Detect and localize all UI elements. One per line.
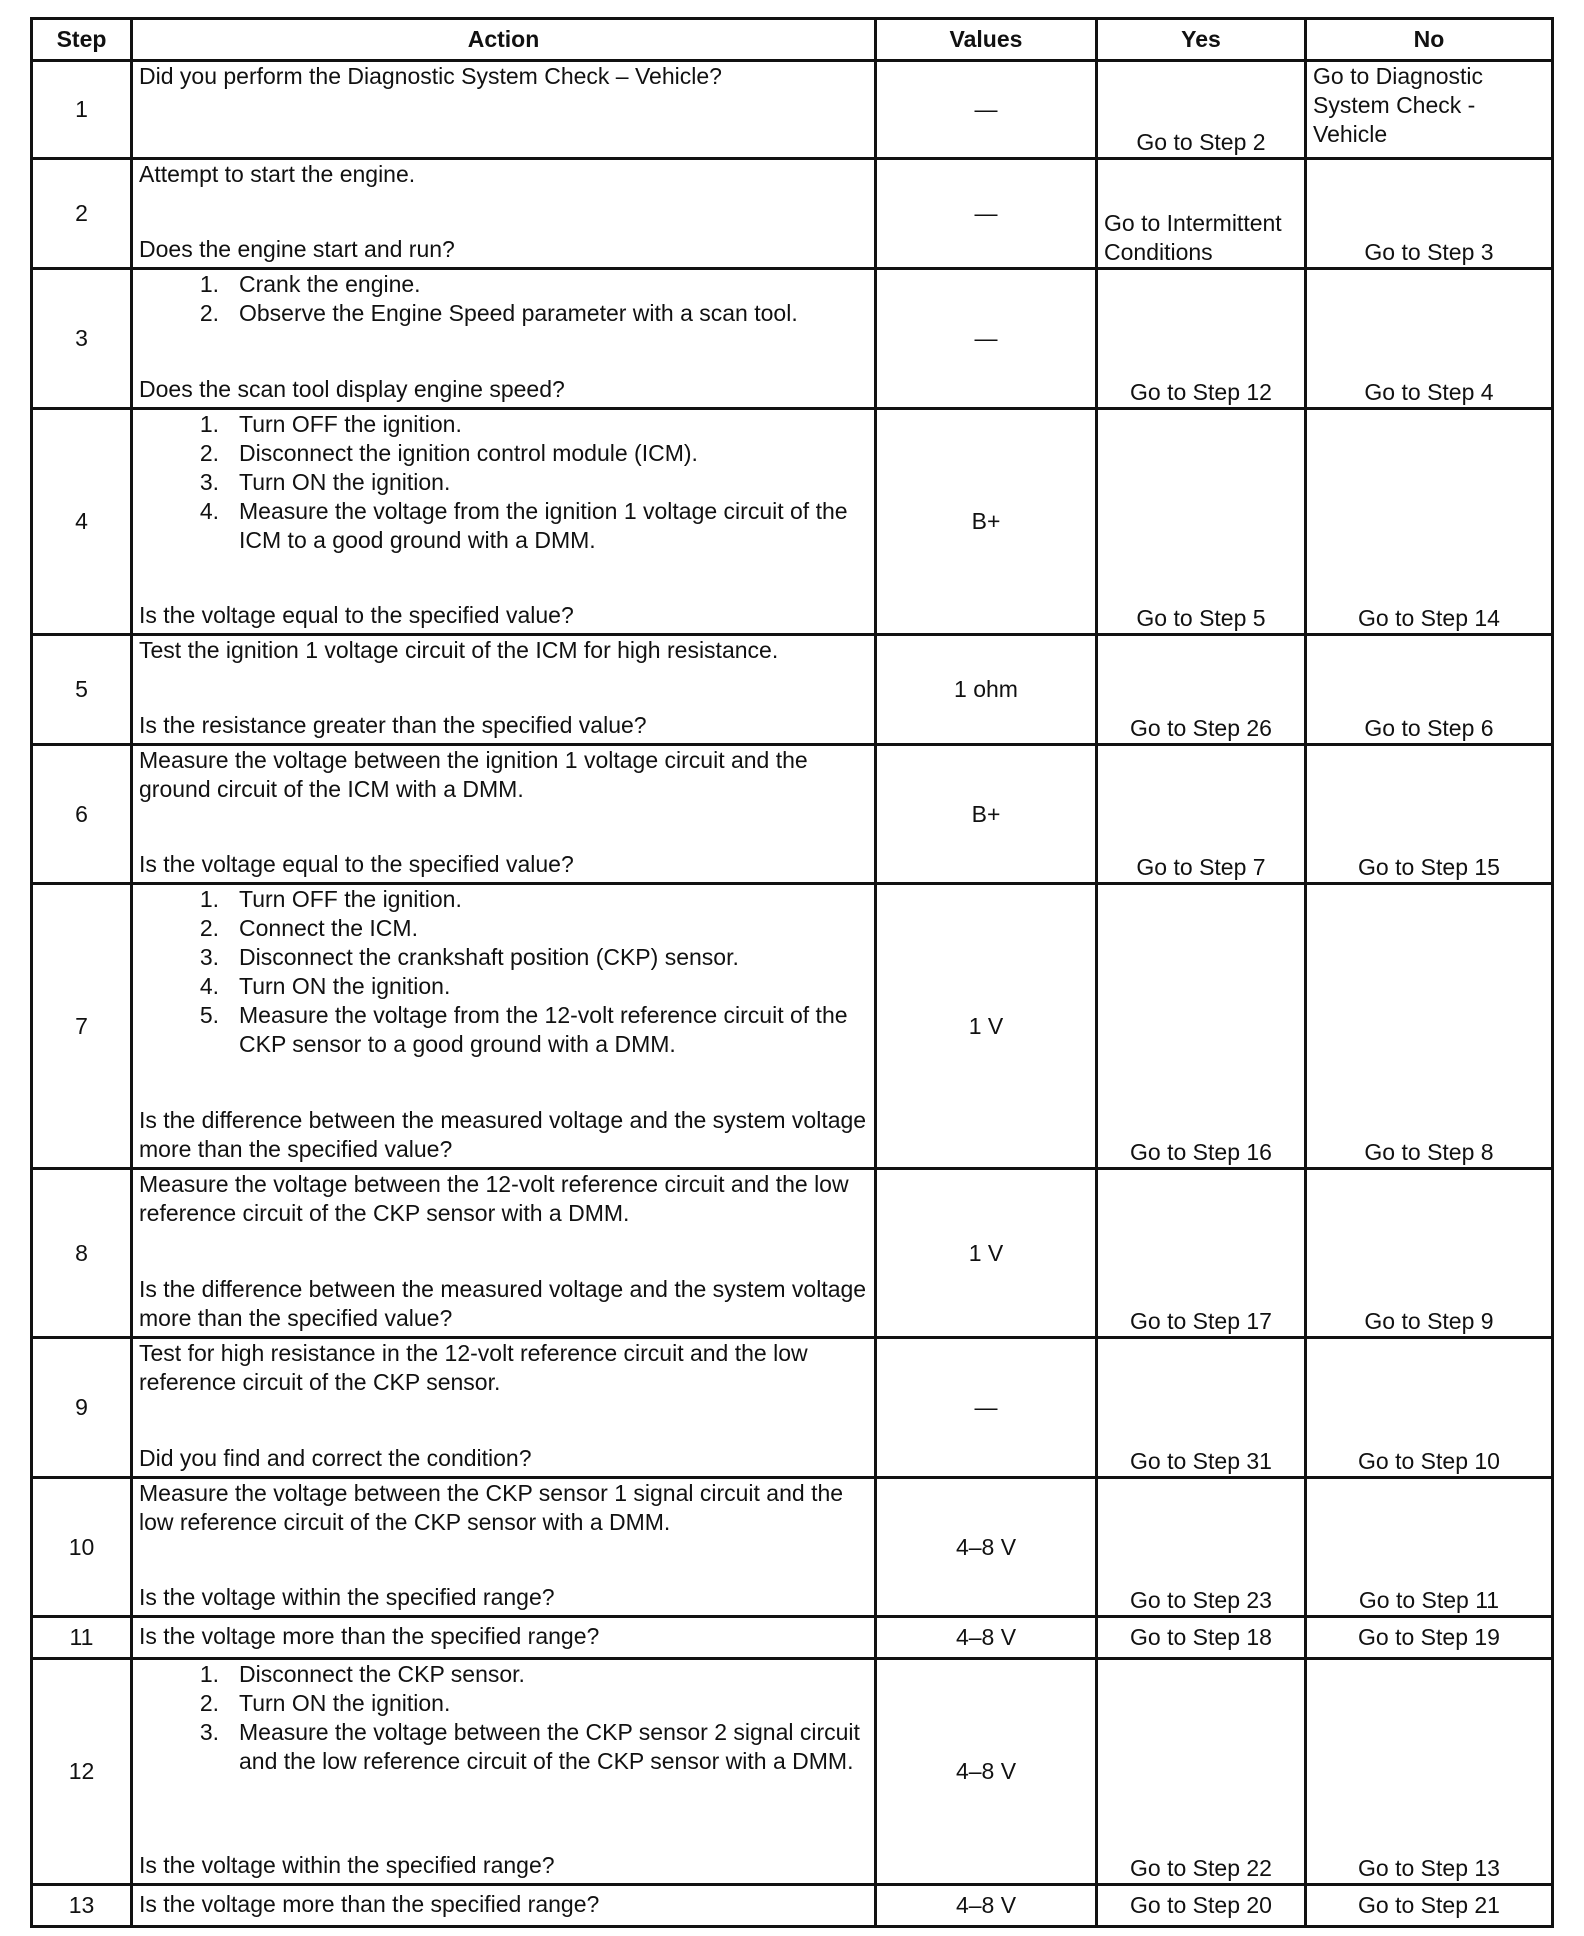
no-action: Go to Diagnostic System Check - Vehicle: [1306, 61, 1553, 159]
header-action: Action: [132, 19, 876, 61]
action-cell: [132, 269, 876, 409]
table-row: [32, 1169, 1553, 1338]
value-cell: 1 V: [876, 884, 1097, 1169]
step-number: 9: [32, 1338, 132, 1478]
no-action: Go to Step 10: [1306, 1338, 1553, 1478]
list-item-number: 5.: [199, 1002, 219, 1028]
list-item-number: 3.: [199, 1719, 219, 1745]
yes-action: Go to Step 31: [1097, 1338, 1306, 1478]
list-item-text: Observe the Engine Speed parameter with a scan tool.: [239, 300, 798, 326]
action-cell: [132, 159, 876, 269]
list-item-number: 2.: [199, 440, 219, 466]
table-row: [32, 1617, 1553, 1659]
table-row: [32, 745, 1553, 884]
action-intro: Measure the voltage between the 12-volt reference circuit and the low reference circuit of the CKP sensor with a DMM.: [139, 1171, 849, 1226]
value-cell: —: [876, 269, 1097, 409]
value-cell: B+: [876, 745, 1097, 884]
spacer: [139, 1776, 868, 1851]
list-item: [139, 497, 868, 555]
action-cell: [132, 1338, 876, 1478]
action-cell: [132, 884, 876, 1169]
list-item-number: 2.: [199, 1690, 219, 1716]
action-cell: [132, 1617, 876, 1659]
list-item-number: 2.: [199, 300, 219, 326]
header-step: Step: [32, 19, 132, 61]
list-item: [139, 270, 868, 299]
list-item: [139, 468, 868, 497]
yes-action: Go to Step 20: [1097, 1885, 1306, 1927]
list-item: [139, 1660, 868, 1689]
table-row: [32, 1338, 1553, 1478]
action-question: Is the difference between the measured voltage and the system voltage more than the specified value?: [139, 1276, 867, 1331]
list-item-text: Connect the ICM.: [239, 915, 418, 941]
action-intro: Measure the voltage between the CKP sensor 1 signal circuit and the low reference circuit of the CKP sensor with a DMM.: [139, 1480, 844, 1535]
value-cell: 1 ohm: [876, 635, 1097, 745]
value-cell: —: [876, 61, 1097, 159]
spacer: [139, 804, 868, 850]
list-item-number: 3.: [199, 944, 219, 970]
list-item: [139, 972, 868, 1001]
no-action: Go to Step 11: [1306, 1478, 1553, 1617]
table-row: [32, 409, 1553, 635]
no-action: Go to Step 9: [1306, 1169, 1553, 1338]
yes-action: Go to Step 7: [1097, 745, 1306, 884]
list-item-text: Turn ON the ignition.: [239, 973, 451, 999]
action-question: Is the voltage within the specified range?: [139, 1584, 555, 1610]
list-item-number: 2.: [199, 915, 219, 941]
procedure-list: [139, 1660, 868, 1776]
list-item-number: 4.: [199, 498, 219, 524]
no-action: Go to Step 21: [1306, 1885, 1553, 1927]
action-question: Is the voltage within the specified range?: [139, 1852, 555, 1878]
action-question: Is the difference between the measured voltage and the system voltage more than the specified value?: [139, 1107, 867, 1162]
step-number: 1: [32, 61, 132, 159]
action-question: Is the voltage more than the specified range?: [139, 1890, 600, 1917]
action-question: Does the scan tool display engine speed?: [139, 376, 565, 402]
list-item-text: Turn OFF the ignition.: [239, 411, 462, 437]
step-number: 3: [32, 269, 132, 409]
yes-action: Go to Step 18: [1097, 1617, 1306, 1659]
list-item-text: Crank the engine.: [239, 271, 421, 297]
step-number: 10: [32, 1478, 132, 1617]
list-item: [139, 943, 868, 972]
table-row: [32, 1885, 1553, 1927]
step-number: 6: [32, 745, 132, 884]
list-item-text: Turn ON the ignition.: [239, 469, 451, 495]
header-row: [32, 19, 1553, 61]
value-cell: 4–8 V: [876, 1659, 1097, 1885]
spacer: [139, 665, 868, 711]
value-cell: —: [876, 159, 1097, 269]
step-number: 2: [32, 159, 132, 269]
action-cell: [132, 1169, 876, 1338]
table-row: [32, 61, 1553, 159]
no-action: Go to Step 15: [1306, 745, 1553, 884]
list-item-text: Disconnect the CKP sensor.: [239, 1661, 525, 1687]
table-row: [32, 159, 1553, 269]
no-action: Go to Step 14: [1306, 409, 1553, 635]
list-item: [139, 439, 868, 468]
procedure-list: [139, 410, 868, 555]
spacer: [139, 555, 868, 601]
list-item-number: 1.: [199, 886, 219, 912]
list-item-text: Disconnect the ignition control module (ICM).: [239, 440, 698, 466]
spacer: [139, 1537, 868, 1583]
list-item-text: Measure the voltage between the CKP sensor 2 signal circuit and the low reference circuit of the CKP sensor with a DMM.: [239, 1719, 860, 1774]
spacer: [139, 1059, 868, 1106]
list-item: [139, 299, 868, 328]
list-item-number: 1.: [199, 411, 219, 437]
header-no: No: [1306, 19, 1553, 61]
value-cell: 4–8 V: [876, 1617, 1097, 1659]
list-item-number: 1.: [199, 1661, 219, 1687]
action-intro: Test the ignition 1 voltage circuit of the ICM for high resistance.: [139, 637, 779, 663]
step-number: 11: [32, 1617, 132, 1659]
no-action: Go to Step 13: [1306, 1659, 1553, 1885]
action-cell: [132, 1478, 876, 1617]
table-row: [32, 884, 1553, 1169]
action-question: Is the voltage equal to the specified value?: [139, 851, 574, 877]
procedure-list: [139, 270, 868, 328]
value-cell: 4–8 V: [876, 1478, 1097, 1617]
action-question: Does the engine start and run?: [139, 236, 455, 262]
yes-action: Go to Step 22: [1097, 1659, 1306, 1885]
list-item-text: Turn OFF the ignition.: [239, 886, 462, 912]
no-action: Go to Step 6: [1306, 635, 1553, 745]
step-number: 7: [32, 884, 132, 1169]
table-row: [32, 1659, 1553, 1885]
yes-action: Go to Step 16: [1097, 884, 1306, 1169]
yes-action: Go to Step 2: [1097, 61, 1306, 159]
yes-action: Go to Intermittent Conditions: [1097, 159, 1306, 269]
action-question: Is the voltage more than the specified range?: [139, 1622, 600, 1649]
header-values: Values: [876, 19, 1097, 61]
list-item-text: Disconnect the crankshaft position (CKP) sensor.: [239, 944, 739, 970]
action-intro: Measure the voltage between the ignition 1 voltage circuit and the ground circuit of the ICM with a DMM.: [139, 747, 808, 802]
action-cell: [132, 635, 876, 745]
yes-action: Go to Step 17: [1097, 1169, 1306, 1338]
table-row: [32, 269, 1553, 409]
list-item: [139, 1718, 868, 1776]
action-cell: [132, 61, 876, 159]
no-action: Go to Step 4: [1306, 269, 1553, 409]
list-item-number: 4.: [199, 973, 219, 999]
action-intro: Attempt to start the engine.: [139, 161, 416, 187]
step-number: 12: [32, 1659, 132, 1885]
yes-action: Go to Step 26: [1097, 635, 1306, 745]
step-number: 5: [32, 635, 132, 745]
step-number: 4: [32, 409, 132, 635]
list-item: [139, 1689, 868, 1718]
action-intro: Test for high resistance in the 12-volt reference circuit and the low reference circuit of the CKP sensor.: [139, 1340, 808, 1395]
table-row: [32, 1478, 1553, 1617]
action-cell: [132, 1885, 876, 1927]
spacer: [139, 1397, 868, 1444]
list-item-text: Turn ON the ignition.: [239, 1690, 451, 1716]
list-item-text: Measure the voltage from the ignition 1 voltage circuit of the ICM to a good ground with a DMM.: [239, 498, 848, 553]
value-cell: B+: [876, 409, 1097, 635]
action-intro: Did you perform the Diagnostic System Check – Vehicle?: [139, 63, 722, 89]
spacer: [139, 189, 868, 235]
action-cell: [132, 745, 876, 884]
value-cell: 4–8 V: [876, 1885, 1097, 1927]
list-item-number: 1.: [199, 271, 219, 297]
spacer: [139, 1228, 868, 1275]
list-item: [139, 1001, 868, 1059]
table-row: [32, 635, 1553, 745]
no-action: Go to Step 19: [1306, 1617, 1553, 1659]
no-action: Go to Step 8: [1306, 884, 1553, 1169]
diagnostic-table: [30, 17, 1554, 1928]
spacer: [139, 328, 868, 375]
yes-action: Go to Step 23: [1097, 1478, 1306, 1617]
yes-action: Go to Step 12: [1097, 269, 1306, 409]
value-cell: 1 V: [876, 1169, 1097, 1338]
action-question: Did you find and correct the condition?: [139, 1445, 532, 1471]
step-number: 8: [32, 1169, 132, 1338]
step-number: 13: [32, 1885, 132, 1927]
header-yes: Yes: [1097, 19, 1306, 61]
value-cell: —: [876, 1338, 1097, 1478]
action-question: Is the resistance greater than the specified value?: [139, 712, 647, 738]
list-item-text: Measure the voltage from the 12-volt reference circuit of the CKP sensor to a good ground with a DMM.: [239, 1002, 848, 1057]
action-cell: [132, 409, 876, 635]
no-action: Go to Step 3: [1306, 159, 1553, 269]
procedure-list: [139, 885, 868, 1059]
list-item: [139, 410, 868, 439]
action-cell: [132, 1659, 876, 1885]
list-item: [139, 914, 868, 943]
action-question: Is the voltage equal to the specified value?: [139, 602, 574, 628]
list-item: [139, 885, 868, 914]
list-item-number: 3.: [199, 469, 219, 495]
yes-action: Go to Step 5: [1097, 409, 1306, 635]
